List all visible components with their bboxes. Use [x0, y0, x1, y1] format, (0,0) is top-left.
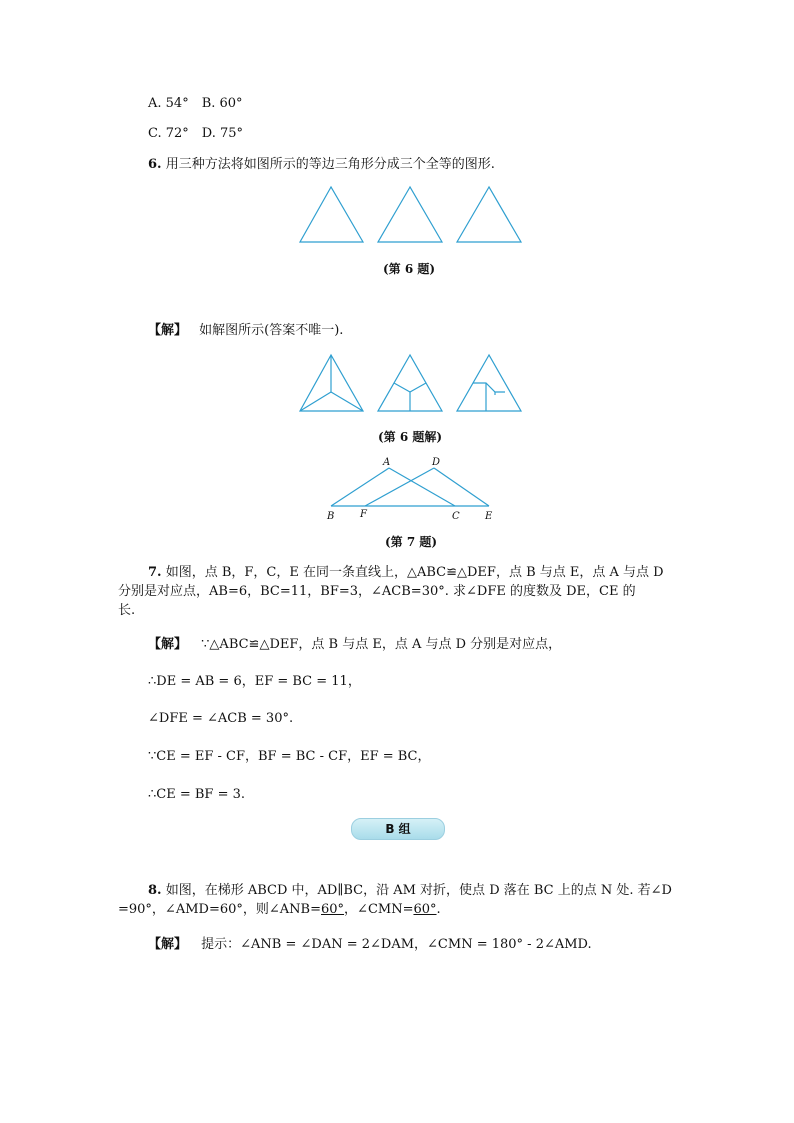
q7-stem-line-3: 长. [118, 603, 136, 618]
q8-hint: 提示：∠ANB = ∠DAN = 2∠DAM，∠CMN = 180° - 2∠AMD. [201, 937, 592, 952]
q8-answer-tag: 【解】 [148, 937, 188, 952]
q7-label-c: C [452, 511, 460, 522]
q7-stem-line-1: 7. 如图，点 B，F，C，E 在同一条直线上，△ABC≌△DEF，点 B 与点 E，点 A 与点 D [148, 565, 664, 580]
q7-solution-line-3: ∠DFE = ∠ACB = 30°. [148, 711, 294, 726]
q8-text-2c: . [436, 902, 441, 917]
q7-solution-text-1: ∵△ABC≌△DEF，点 B 与点 E，点 A 与点 D 分别是对应点， [201, 637, 562, 652]
q8-answer [148, 936, 592, 954]
q8-stem-line-1: 8. 如图，在梯形 ABCD 中，AD∥BC，沿 AM 对折，使点 D 落在 BC 上的点 N 处. 若∠D [148, 883, 672, 898]
q7-stem-line-2: 分别是对应点，AB=6，BC=11，BF=3，∠ACB=30°. 求∠DFE 的度数及 DE，CE 的 [118, 584, 636, 599]
q5-options-row-2: C. 72° D. 75° [148, 126, 244, 141]
q8-text-2a: =90°，∠AMD=60°，则∠ANB= [118, 902, 321, 917]
q7-solution-line-5: ∴CE = BF = 3. [148, 787, 245, 802]
section-b-badge: B 组 [351, 818, 445, 840]
q7-label-a: A [383, 457, 391, 468]
q6-answer-tag: 【解】 [148, 323, 188, 338]
q7-solution-line-1 [148, 636, 561, 654]
q7-answer-tag: 【解】 [148, 637, 188, 652]
q7-solution-line-2: ∴DE = AB = 6，EF = BC = 11， [148, 674, 361, 689]
q7-solution-line-4: ∵CE = EF - CF，BF = BC - CF，EF = BC， [148, 749, 431, 764]
q8-text-1: 如图，在梯形 ABCD 中，AD∥BC，沿 AM 对折，使点 D 落在 BC 上的点 N 处. 若∠D [165, 883, 672, 898]
q7-text-1: 如图，点 B，F，C，E 在同一条直线上，△ABC≌△DEF，点 B 与点 E，点 A 与点 D [165, 565, 664, 580]
q8-blank-1: 60° [321, 902, 345, 917]
q8-text-2b: ，∠CMN= [344, 902, 414, 917]
q7-label-b: B [327, 511, 335, 522]
q6-text: 用三种方法将如图所示的等边三角形分成三个全等的图形. [165, 157, 495, 172]
q6-figure-caption: (第 6 题) [383, 262, 436, 276]
q8-number: 8 [148, 883, 158, 898]
q7-figure-caption: (第 7 题) [385, 535, 438, 549]
q6-stem: 6. 用三种方法将如图所示的等边三角形分成三个全等的图形. [148, 157, 495, 172]
q6-answer-text: 如解图所示(答案不唯一). [199, 323, 344, 338]
q7-number: 7 [148, 565, 158, 580]
q7-label-f: F [360, 509, 367, 520]
q8-blank-2: 60° [413, 902, 437, 917]
q8-stem-line-2 [118, 901, 441, 919]
q6-number: 6 [148, 157, 158, 172]
q6-solution-caption: (第 6 题解) [378, 430, 443, 444]
q5-options-row-1: A. 54° B. 60° [148, 96, 243, 111]
q7-label-d: D [432, 457, 441, 468]
q7-label-e: E [485, 511, 493, 522]
